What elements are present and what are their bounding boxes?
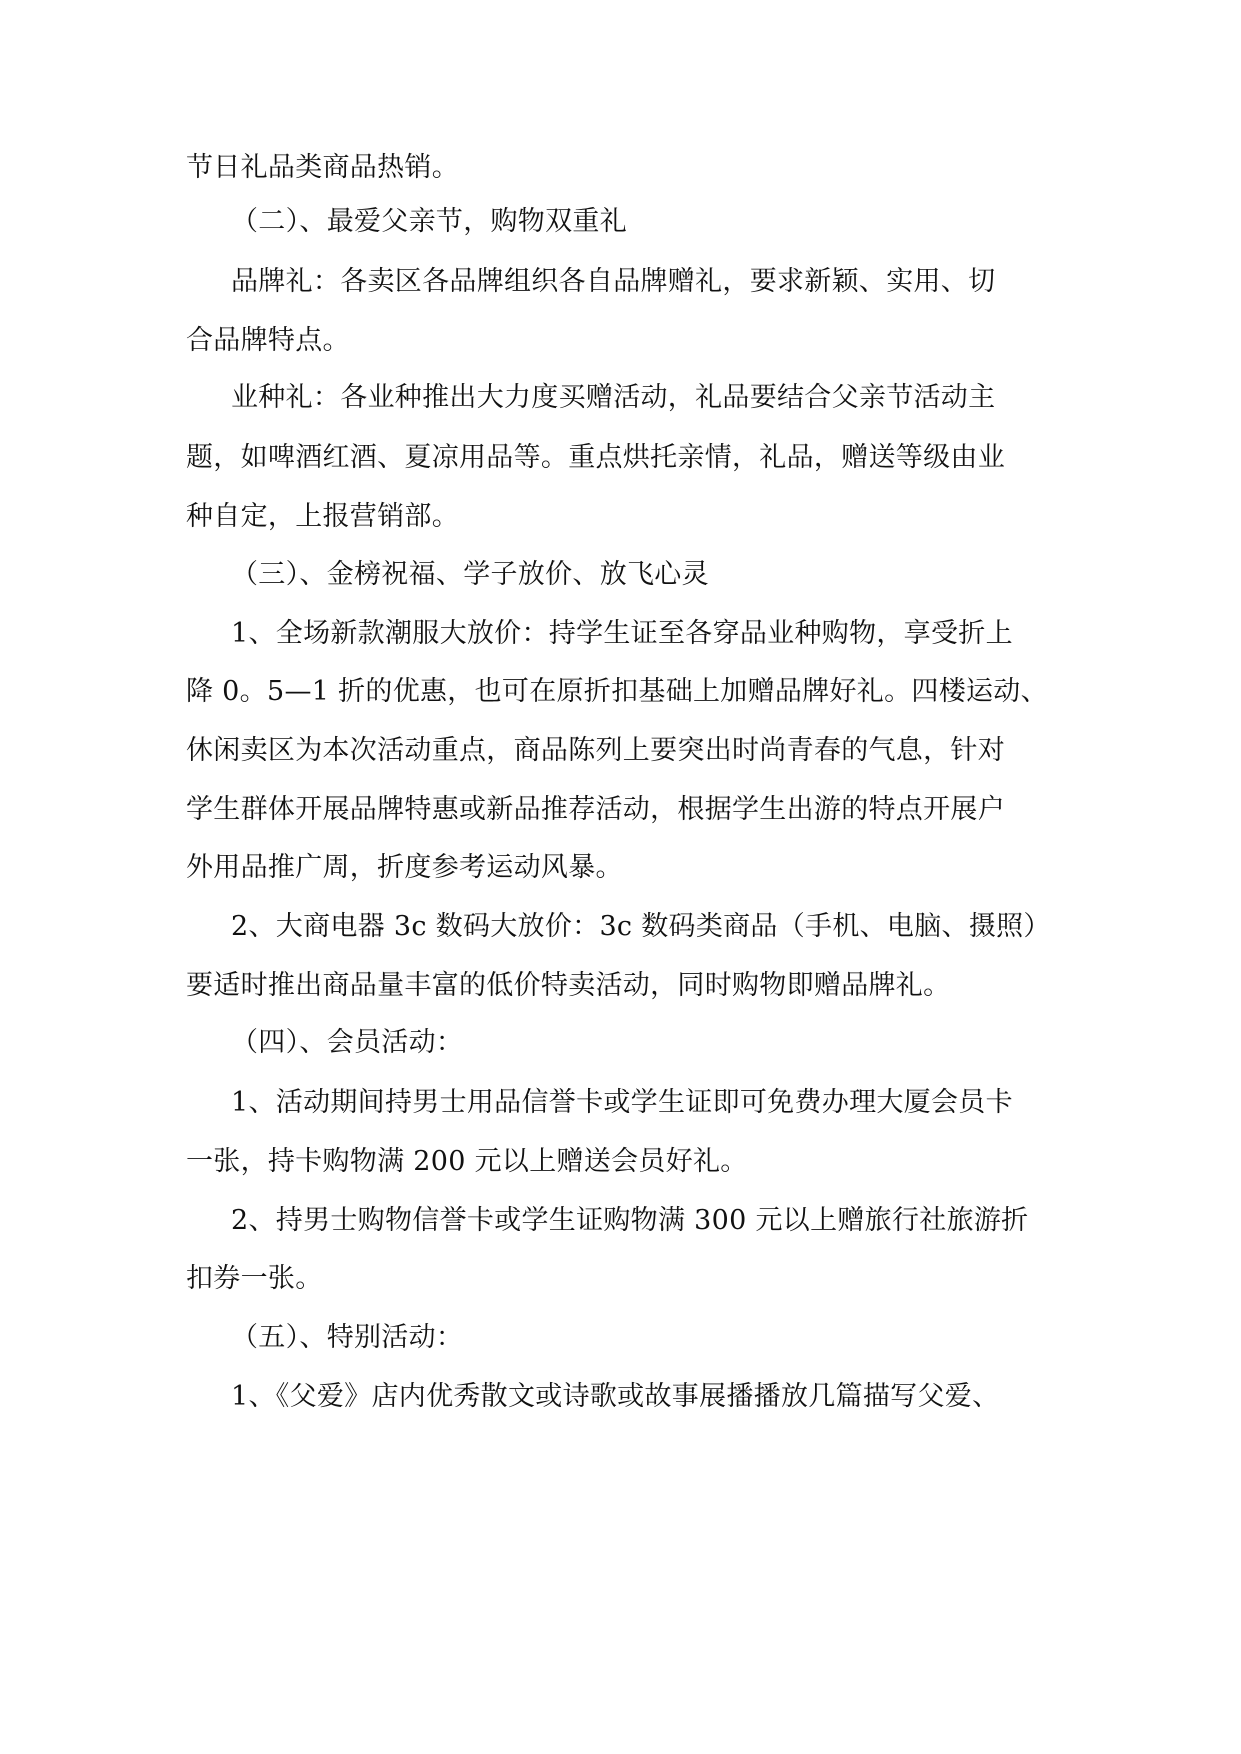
text-line: 题，如啤酒红酒、夏凉用品等。重点烘托亲情，礼品，赠送等级由业 <box>186 442 1005 473</box>
text-line: 一张，持卡购物满 200 元以上赠送会员好礼。 <box>186 1146 748 1177</box>
text-line: 种自定，上报营销部。 <box>186 501 459 532</box>
text-line: 降 0。5—1 折的优惠，也可在原折扣基础上加赠品牌好礼。四楼运动、 <box>186 676 1048 707</box>
section-heading: （四）、会员活动： <box>231 1027 464 1058</box>
text-line: 1、活动期间持男士用品信誉卡或学生证即可免费办理大厦会员卡 <box>231 1087 1013 1118</box>
text-line: 学生群体开展品牌特惠或新品推荐活动，根据学生出游的特点开展户 <box>186 794 1005 825</box>
section-heading: （五）、特别活动： <box>231 1322 464 1353</box>
text-line: 1、《父爱》店内优秀散文或诗歌或故事展播播放几篇描写父爱、 <box>231 1381 1000 1412</box>
text-line: 休闲卖区为本次活动重点，商品陈列上要突出时尚青春的气息，针对 <box>186 735 1005 766</box>
section-heading: （二）、最爱父亲节，购物双重礼 <box>231 206 627 237</box>
text-line: 2、持男士购物信誉卡或学生证购物满 300 元以上赠旅行社旅游折 <box>231 1205 1029 1236</box>
section-heading: （三）、金榜祝福、学子放价、放飞心灵 <box>231 559 709 590</box>
text-line: 节日礼品类商品热销。 <box>186 152 459 183</box>
text-line: 1、全场新款潮服大放价：持学生证至各穿品业种购物，享受折上 <box>231 618 1013 649</box>
text-line: 合品牌特点。 <box>186 325 350 356</box>
text-line: 要适时推出商品量丰富的低价特卖活动，同时购物即赠品牌礼。 <box>186 970 951 1001</box>
text-line: 2、大商电器 3c 数码大放价：3c 数码类商品（手机、电脑、摄照） <box>231 911 1051 942</box>
text-line: 品牌礼：各卖区各品牌组织各自品牌赠礼，要求新颖、实用、切 <box>231 266 996 297</box>
text-line: 业种礼：各业种推出大力度买赠活动，礼品要结合父亲节活动主 <box>231 382 996 413</box>
text-line: 外用品推广周，折度参考运动风暴。 <box>186 852 623 883</box>
text-line: 扣券一张。 <box>186 1263 323 1294</box>
